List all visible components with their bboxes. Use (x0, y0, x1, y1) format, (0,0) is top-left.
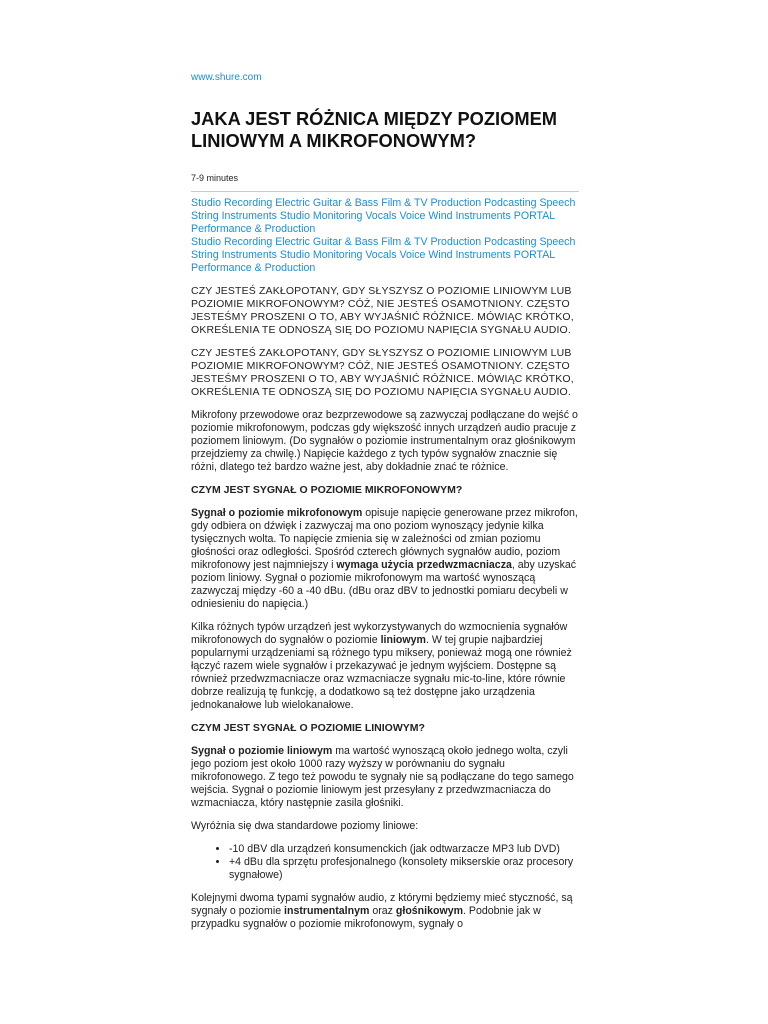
paragraph-text: . Podobnie jak w przypadku sygnałów o poziomie mikrofonowym, sygnały o (191, 905, 541, 930)
category-link[interactable]: PORTAL (513, 210, 555, 222)
paragraph-text: ma wartość wynoszącą około jednego wolta, czyli jego poziom jest około 1000 razy wyższy w porównaniu do sygnału mikrofonowego. Z tego też powodu te sygnały nie są podłączane do tego samego wejścia. Sygnał o poziomie liniowym jest przesyłany z przedwzmacniacza do wzmacniacza, który następnie zasila głośniki. (191, 745, 574, 809)
divider (191, 191, 579, 192)
bold-term: instrumentalnym (284, 905, 370, 917)
category-link[interactable]: Vocals (365, 210, 397, 222)
category-link[interactable]: Performance & Production (191, 262, 316, 274)
category-link[interactable]: Wind Instruments (428, 210, 511, 222)
category-link[interactable]: Voice (399, 249, 426, 261)
article (191, 71, 579, 931)
paragraph (191, 892, 579, 931)
category-link[interactable]: Studio Recording (191, 197, 273, 209)
list-item: • -10 dBV dla urządzeń konsumenckich (jak odtwarzacze MP3 lub DVD) (229, 843, 579, 856)
category-link[interactable]: Podcasting (484, 197, 537, 209)
category-link[interactable]: Studio Monitoring (279, 249, 363, 261)
category-link[interactable]: Speech (539, 197, 576, 209)
category-link[interactable]: Voice (399, 210, 426, 222)
category-link[interactable]: String Instruments (191, 210, 277, 222)
category-link[interactable]: Film & TV Production (381, 197, 482, 209)
category-link[interactable]: Studio Monitoring (279, 210, 363, 222)
category-link[interactable]: Podcasting (484, 236, 537, 248)
read-time: 7-9 minutes (191, 173, 239, 183)
paragraph-text: . W tej grupie najbardziej popularnymi urządzeniami są różnego typu miksery, ponieważ mogą one również łączyć razem wiele sygnałów i przekazywać je jednym wyjściem. Dostępne są również przedwzmacniacze oraz wzmacniacze sygnału mic-to-line, które równie dobrze realizują tę funkcję, a dodatkowo są też dostępne jako urządzenia jednokanałowe lub wielokanałowe. (191, 634, 572, 711)
category-link[interactable]: PORTAL (513, 249, 555, 261)
category-link[interactable]: String Instruments (191, 249, 277, 261)
article-title: JAKA JEST RÓŻNICA MIĘDZY POZIOMEM LINIOWYM A MIKROFONOWYM? (191, 108, 557, 151)
source-link[interactable]: www.shure.com (191, 72, 262, 83)
paragraph: Mikrofony przewodowe oraz bezprzewodowe są zazwyczaj podłączane do wejść o poziomie mikrofonowym, podczas gdy większość innych urządzeń audio pracuje z poziomem liniowym. (Do sygnałów o poziomie instrumentalnym oraz głośnikowym przejdziemy za chwilę.) Napięcie każdego z tych typów sygnałów znacznie się różni, dlatego też bardzo ważne jest, aby dokładnie znać te różnice. (191, 409, 578, 473)
paragraph: Wyróżnia się dwa standardowe poziomy liniowe: (191, 820, 419, 832)
paragraph (191, 745, 579, 810)
category-link[interactable]: Electric Guitar & Bass (275, 236, 379, 248)
intro-paragraph: CZY JESTEŚ ZAKŁOPOTANY, GDY SŁYSZYSZ O POZIOMIE LINIOWYM LUB POZIOMIE MIKROFONOWYM? CÓŻ, NIE JESTEŚ OSAMOTNIONY. CZĘSTO JESTEŚMY PROSZENI O TO, ABY WYJAŚNIĆ RÓŻNICE. MÓWIĄC KRÓTKO, OKREŚLENIA TE ODNOSZĄ SIĘ DO POZIOMU NAPIĘCIA SYGNAŁU AUDIO. (191, 285, 574, 336)
paragraph (191, 507, 579, 611)
category-link[interactable]: Vocals (365, 249, 397, 261)
paragraph (191, 621, 579, 712)
list-item: • +4 dBu dla sprzętu profesjonalnego (konsolety mikserskie oraz procesory sygnałowe) (229, 856, 579, 882)
category-link[interactable]: Performance & Production (191, 223, 316, 235)
bold-term: Sygnał o poziomie mikrofonowym (191, 507, 363, 519)
category-links-group (191, 197, 579, 236)
category-links (191, 197, 579, 275)
bold-term: wymaga użycia przedwzmacniacza (336, 559, 512, 571)
section-heading-line-level: CZYM JEST SYGNAŁ O POZIOMIE LINIOWYM? (191, 722, 425, 734)
bold-term: liniowym (380, 634, 426, 646)
paragraph-text: opisuje napięcie generowane przez mikrofon, gdy odbiera on dźwięk i zazwyczaj ma ono poziom wynoszący jedynie kilka tysięcznych wolta. To napięcie zmienia się w zależności od zmian poziomu głośności oraz odległości. Spośród czterech głównych sygnałów audio, poziom mikrofonowy jest najmniejszy i (191, 507, 578, 571)
section-heading-mic-level: CZYM JEST SYGNAŁ O POZIOMIE MIKROFONOWYM? (191, 484, 463, 496)
category-link[interactable]: Wind Instruments (428, 249, 511, 261)
paragraph-text: oraz (369, 905, 396, 917)
line-levels-list (191, 843, 579, 882)
paragraph-text: Kilka różnych typów urządzeń jest wykorzystywanych do wzmocnienia sygnałów mikrofonowych do sygnałów o poziomie (191, 621, 568, 646)
category-link[interactable]: Speech (539, 236, 576, 248)
category-link[interactable]: Electric Guitar & Bass (275, 197, 379, 209)
category-links-group (191, 236, 579, 275)
intro-paragraph: CZY JESTEŚ ZAKŁOPOTANY, GDY SŁYSZYSZ O POZIOMIE LINIOWYM LUB POZIOMIE MIKROFONOWYM? CÓŻ, NIE JESTEŚ OSAMOTNIONY. CZĘSTO JESTEŚMY PROSZENI O TO, ABY WYJAŚNIĆ RÓŻNICE. MÓWIĄC KRÓTKO, OKREŚLENIA TE ODNOSZĄ SIĘ DO POZIOMU NAPIĘCIA SYGNAŁU AUDIO. (191, 347, 574, 398)
paragraph-text: , aby uzyskać poziom liniowy. Sygnał o poziomie mikrofonowym ma wartość wynoszącą zazwyczaj między -60 a -40 dBu. (dBu oraz dBV to jednostki pomiaru decybeli w odniesieniu do napięcia.) (191, 559, 577, 610)
bold-term: głośnikowym (395, 905, 464, 917)
category-link[interactable]: Studio Recording (191, 236, 273, 248)
bold-term: Sygnał o poziomie liniowym (191, 745, 333, 757)
category-link[interactable]: Film & TV Production (381, 236, 482, 248)
paragraph-text: Kolejnymi dwoma typami sygnałów audio, z którymi będziemy mieć styczność, są sygnały o poziomie (191, 892, 573, 917)
